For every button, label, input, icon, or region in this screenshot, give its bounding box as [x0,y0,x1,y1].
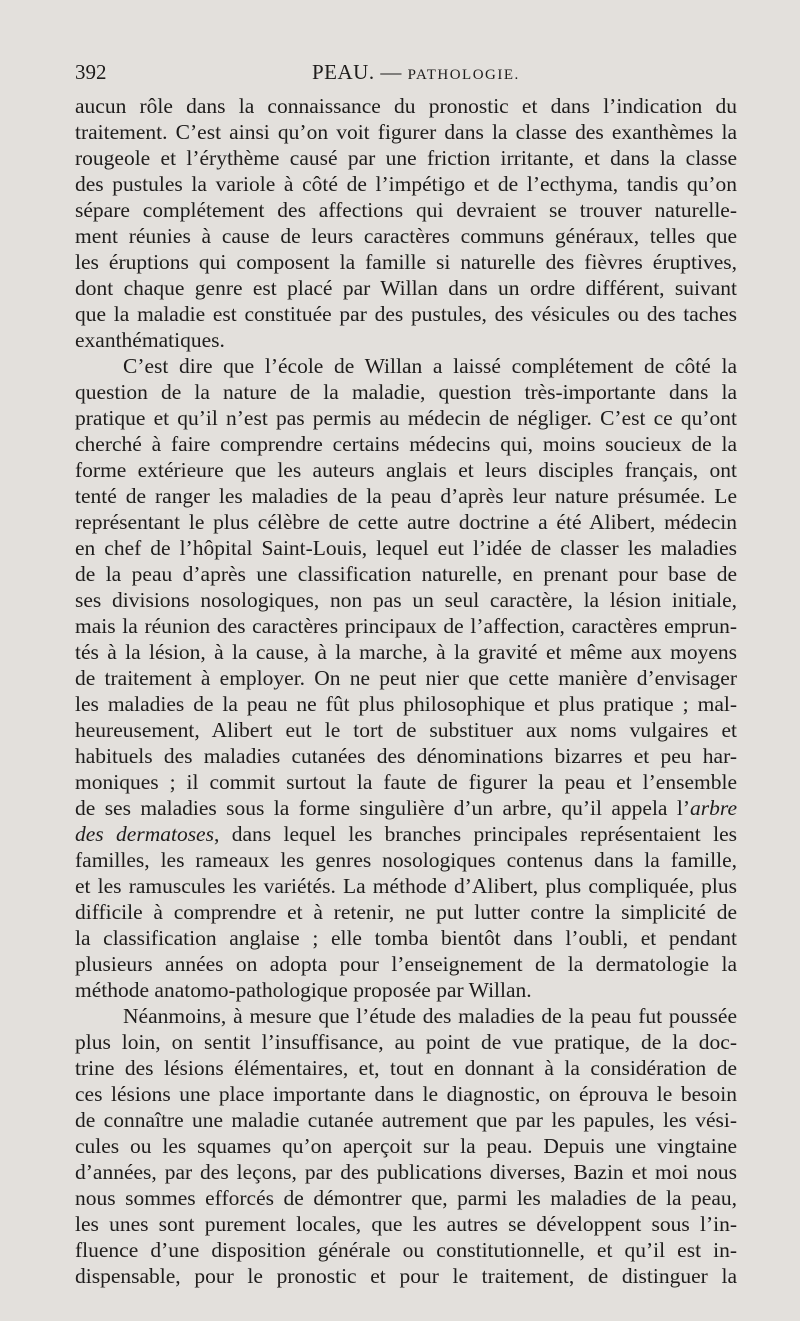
text-line: C’est dire que l’école de Willan a laissé complétement de côté la [123,354,737,378]
text-line: cules ou les squames qu’on aperçoit sur la peau. Depuis une vingtaine [75,1134,737,1158]
text-line: de la peau d’après une classification naturelle, en prenant pour base de [75,562,737,586]
text-line: de connaître une maladie cutanée autrement que par les papules, les vési- [75,1108,737,1132]
text-line: trine des lésions élémentaires, et, tout en donnant à la considération de [75,1056,737,1080]
text-line: aucun rôle dans la connaissance du pronostic et dans l’indication du [75,94,737,118]
text-line: en chef de l’hôpital Saint-Louis, lequel eut l’idée de classer les maladies [75,536,737,560]
text-line: la classification anglaise ; elle tomba bientôt dans l’oubli, et pendant [75,926,737,950]
text-line: de traitement à employer. On ne peut nier que cette manière d’envisager [75,666,737,690]
running-title-section: PATHOLOGIE. [407,67,520,83]
text-line: ment réunies à cause de leurs caractères communs généraux, telles que [75,224,737,248]
text-fragment: , dans lequel les branches principales représentaient les [213,822,737,846]
text-line: pratique et qu’il n’est pas permis au médecin de négliger. C’est ce qu’ont [75,406,737,430]
text-line: Néanmoins, à mesure que l’étude des maladies de la peau fut poussée [123,1004,737,1028]
text-line: cherché à faire comprendre certains médecins qui, moins soucieux de la [75,432,737,456]
text-line: tés à la lésion, à la cause, à la marche, à la gravité et même aux moyens [75,640,737,664]
text-line: traitement. C’est ainsi qu’on voit figurer dans la classe des exanthèmes la [75,120,737,144]
text-line: exanthématiques. [75,328,225,352]
text-line: mais la réunion des caractères principaux de l’affection, caractères emprun- [75,614,737,638]
text-line: plusieurs années on adopta pour l’enseignement de la dermatologie la [75,952,737,976]
text-line: moniques ; il commit surtout la faute de figurer la peau et l’ensemble [75,770,737,794]
text-line [75,821,737,847]
text-line: difficile à comprendre et à retenir, ne put lutter contre la simplicité de [75,900,737,924]
text-line: ces lésions une place importante dans le diagnostic, on éprouva le besoin [75,1082,737,1106]
text-line: nous sommes efforcés de démontrer que, parmi les maladies de la peau, [75,1186,737,1210]
text-line: fluence d’une disposition générale ou constitutionnelle, et qu’il est in- [75,1238,737,1262]
text-line: d’années, par des leçons, par des publications diverses, Bazin et moi nous [75,1160,737,1184]
text-line: représentant le plus célèbre de cette autre doctrine a été Alibert, médecin [75,510,737,534]
text-line [75,795,737,821]
text-line: sépare complétement des affections qui devraient se trouver naturelle- [75,198,737,222]
running-header [75,56,737,90]
italic-term: des dermatoses [75,822,214,846]
text-line: rougeole et l’érythème causé par une friction irritante, et dans la classe [75,146,737,170]
text-line: méthode anatomo-pathologique proposée par Willan. [75,978,532,1002]
text-line: tenté de ranger les maladies de la peau d’après leur nature présumée. Le [75,484,737,508]
text-line: que la maladie est constituée par des pustules, des vésicules ou des taches [75,302,737,326]
italic-term: arbre [690,796,737,820]
text-line: habituels des maladies cutanées des dénominations bizarres et peu har- [75,744,737,768]
text-line: dispensable, pour le pronostic et pour le traitement, de distinguer la [75,1264,737,1288]
text-line: dont chaque genre est placé par Willan dans un ordre différent, suivant [75,276,737,300]
running-title-main: PEAU. [312,60,375,84]
running-title-dash: — [380,60,402,84]
page-number: 392 [75,60,107,84]
text-line: les unes sont purement locales, que les autres se développent sous l’in- [75,1212,737,1236]
text-line: plus loin, on sentit l’insuffisance, au point de vue pratique, de la doc- [75,1030,737,1054]
text-line: des pustules la variole à côté de l’impétigo et de l’ecthyma, tandis qu’on [75,172,737,196]
text-line: question de la nature de la maladie, question très-importante dans la [75,380,737,404]
text-line: les éruptions qui composent la famille si naturelle des fièvres éruptives, [75,250,737,274]
running-title [312,60,520,85]
text-line: familles, les rameaux les genres nosologiques contenus dans la famille, [75,848,737,872]
text-line: ses divisions nosologiques, non pas un seul caractère, la lésion initiale, [75,588,737,612]
text-line: les maladies de la peau ne fût plus philosophique et plus pratique ; mal- [75,692,737,716]
text-fragment: de ses maladies sous la forme singulière d’un arbre, qu’il appela l’ [75,796,691,820]
text-line: et les ramuscules les variétés. La méthode d’Alibert, plus compliquée, plus [75,874,737,898]
text-line: heureusement, Alibert eut le tort de substituer aux noms vulgaires et [75,718,737,742]
text-line: forme extérieure que les auteurs anglais et leurs disciples français, ont [75,458,737,482]
